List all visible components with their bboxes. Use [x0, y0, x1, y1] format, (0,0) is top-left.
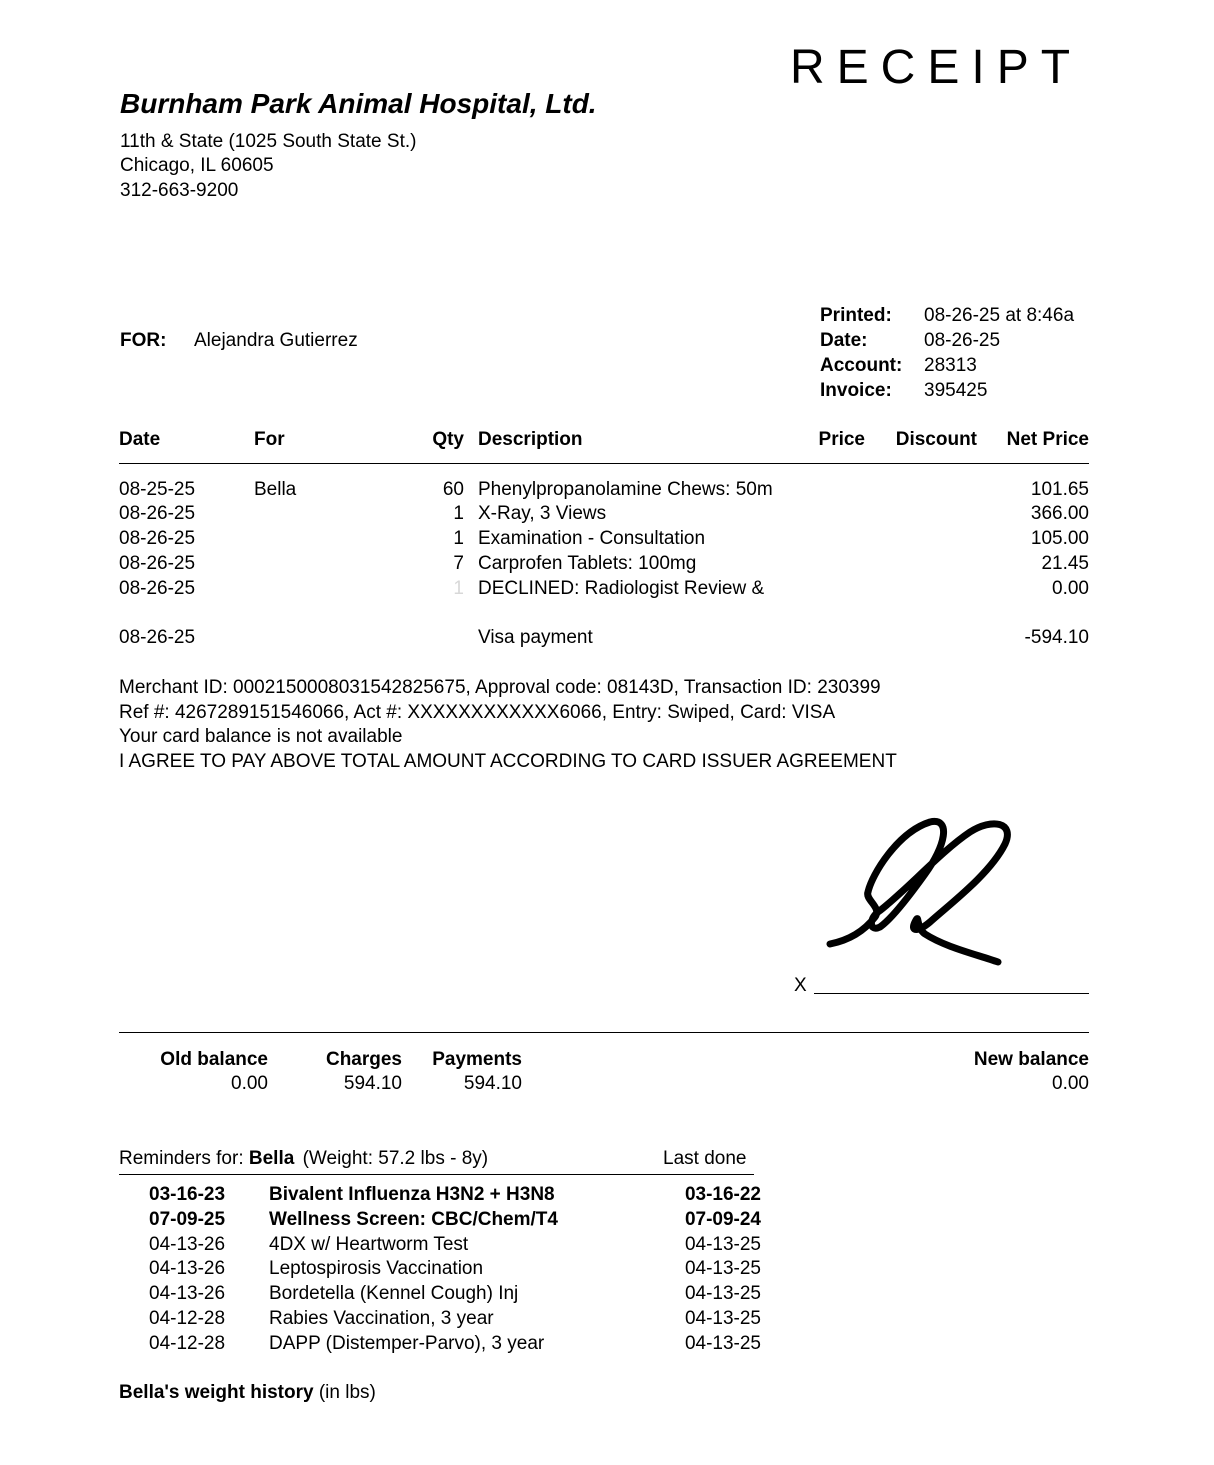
reminder-name: Rabies Vaccination, 3 year	[269, 1308, 494, 1329]
header-for: For	[254, 429, 285, 450]
reminder-last-done: 04-13-25	[684, 1333, 761, 1354]
reminder-name: Bordetella (Kennel Cough) Inj	[269, 1283, 519, 1304]
signature-image	[820, 812, 1020, 972]
invoice-label: Invoice:	[820, 380, 892, 401]
weight-history-title: Bella's weight history	[119, 1382, 314, 1403]
invoice-value: 395425	[924, 380, 988, 401]
payment-amount: -594.10	[1024, 627, 1089, 648]
reminder-name: 4DX w/ Heartworm Test	[269, 1234, 469, 1255]
reminder-due-date: 04-12-28	[149, 1308, 226, 1329]
reminders-prefix: Reminders for:	[119, 1148, 244, 1169]
reminders-weight: (Weight: 57.2 lbs - 8y)	[302, 1148, 489, 1169]
receipt-title: RECEIPT	[790, 41, 1083, 94]
card-details: Ref #: 4267289151546066, Act #: XXXXXXXXXXXX6066, Entry: Swiped, Card: VISA	[119, 702, 836, 723]
row-date: 08-26-25	[119, 553, 196, 574]
reminder-due-date: 04-13-26	[149, 1258, 226, 1279]
reminder-name: DAPP (Distemper-Parvo), 3 year	[269, 1333, 545, 1354]
row-qty: 1	[453, 503, 464, 524]
reminders-pet-name: Bella	[248, 1148, 295, 1169]
account-label: Account:	[820, 355, 903, 376]
clinic-address-line1: 11th & State (1025 South State St.)	[120, 131, 417, 152]
row-qty: 1	[453, 528, 464, 549]
reminder-due-date: 03-16-23	[149, 1184, 226, 1205]
balances-divider	[119, 1032, 1089, 1033]
clinic-name: Burnham Park Animal Hospital, Ltd.	[120, 88, 597, 119]
row-net-price: 105.00	[1030, 528, 1089, 549]
reminder-name: Leptospirosis Vaccination	[269, 1258, 484, 1279]
row-description: DECLINED: Radiologist Review &	[478, 578, 765, 599]
clinic-phone: 312-663-9200	[120, 180, 239, 201]
weight-history-heading	[119, 1381, 376, 1405]
reminder-due-date: 04-13-26	[149, 1283, 226, 1304]
row-description: Carprofen Tablets: 100mg	[478, 553, 697, 574]
header-qty: Qty	[432, 429, 464, 450]
last-done-header: Last done	[663, 1148, 747, 1169]
new-balance-value: 0.00	[1052, 1073, 1089, 1094]
payment-description: Visa payment	[478, 627, 593, 648]
card-balance-note: Your card balance is not available	[119, 726, 403, 747]
client-name: Alejandra Gutierrez	[194, 330, 358, 351]
payments-value: 594.10	[463, 1073, 522, 1094]
row-description: X-Ray, 3 Views	[478, 503, 607, 524]
date-label: Date:	[820, 330, 868, 351]
row-qty: 60	[442, 479, 464, 500]
signature-line	[814, 993, 1089, 994]
reminder-due-date: 04-13-26	[149, 1234, 226, 1255]
date-value: 08-26-25	[924, 330, 1001, 351]
row-for: Bella	[254, 479, 297, 500]
reminder-last-done: 04-13-25	[684, 1234, 761, 1255]
old-balance-value: 0.00	[231, 1073, 268, 1094]
row-net-price: 21.45	[1041, 553, 1089, 574]
clinic-address-line2: Chicago, IL 60605	[120, 155, 274, 176]
header-description: Description	[478, 429, 583, 450]
account-value: 28313	[924, 355, 977, 376]
payment-date: 08-26-25	[119, 627, 196, 648]
row-net-price: 0.00	[1052, 578, 1089, 599]
reminder-name: Bivalent Influenza H3N2 + H3N8	[269, 1184, 555, 1205]
header-discount: Discount	[895, 429, 977, 450]
new-balance-label: New balance	[973, 1049, 1089, 1070]
card-agreement: I AGREE TO PAY ABOVE TOTAL AMOUNT ACCORDING TO CARD ISSUER AGREEMENT	[119, 751, 897, 772]
reminders-heading	[119, 1147, 488, 1171]
merchant-details: Merchant ID: 0002150008031542825675, Approval code: 08143D, Transaction ID: 230399	[119, 677, 881, 698]
reminder-last-done: 04-13-25	[684, 1308, 761, 1329]
reminder-last-done: 03-16-22	[684, 1184, 761, 1205]
reminder-due-date: 04-12-28	[149, 1333, 226, 1354]
payments-label: Payments	[432, 1049, 522, 1070]
reminder-last-done: 04-13-25	[684, 1283, 761, 1304]
reminder-last-done: 07-09-24	[684, 1209, 761, 1230]
old-balance-label: Old balance	[160, 1049, 268, 1070]
header-divider	[119, 463, 1089, 464]
charges-label: Charges	[325, 1049, 402, 1070]
header-date: Date	[119, 429, 161, 450]
row-qty: 7	[453, 553, 464, 574]
row-description: Phenylpropanolamine Chews: 50m	[478, 479, 773, 500]
charges-value: 594.10	[343, 1073, 402, 1094]
reminders-divider	[119, 1174, 754, 1175]
row-date: 08-26-25	[119, 578, 196, 599]
row-date: 08-26-25	[119, 503, 196, 524]
header-price: Price	[818, 429, 865, 450]
row-date: 08-25-25	[119, 479, 196, 500]
printed-label: Printed:	[820, 305, 892, 326]
row-date: 08-26-25	[119, 528, 196, 549]
row-net-price: 101.65	[1030, 479, 1089, 500]
row-description: Examination - Consultation	[478, 528, 706, 549]
for-label: FOR:	[120, 330, 167, 351]
reminder-name: Wellness Screen: CBC/Chem/T4	[269, 1209, 558, 1230]
header-net-price: Net Price	[1006, 429, 1089, 450]
reminder-due-date: 07-09-25	[149, 1209, 226, 1230]
printed-value: 08-26-25 at 8:46a	[924, 305, 1075, 326]
row-net-price: 366.00	[1030, 503, 1089, 524]
row-qty: 1	[453, 578, 464, 599]
weight-history-unit: (in lbs)	[318, 1382, 376, 1403]
signature-x-label: X	[794, 975, 807, 996]
reminder-last-done: 04-13-25	[684, 1258, 761, 1279]
